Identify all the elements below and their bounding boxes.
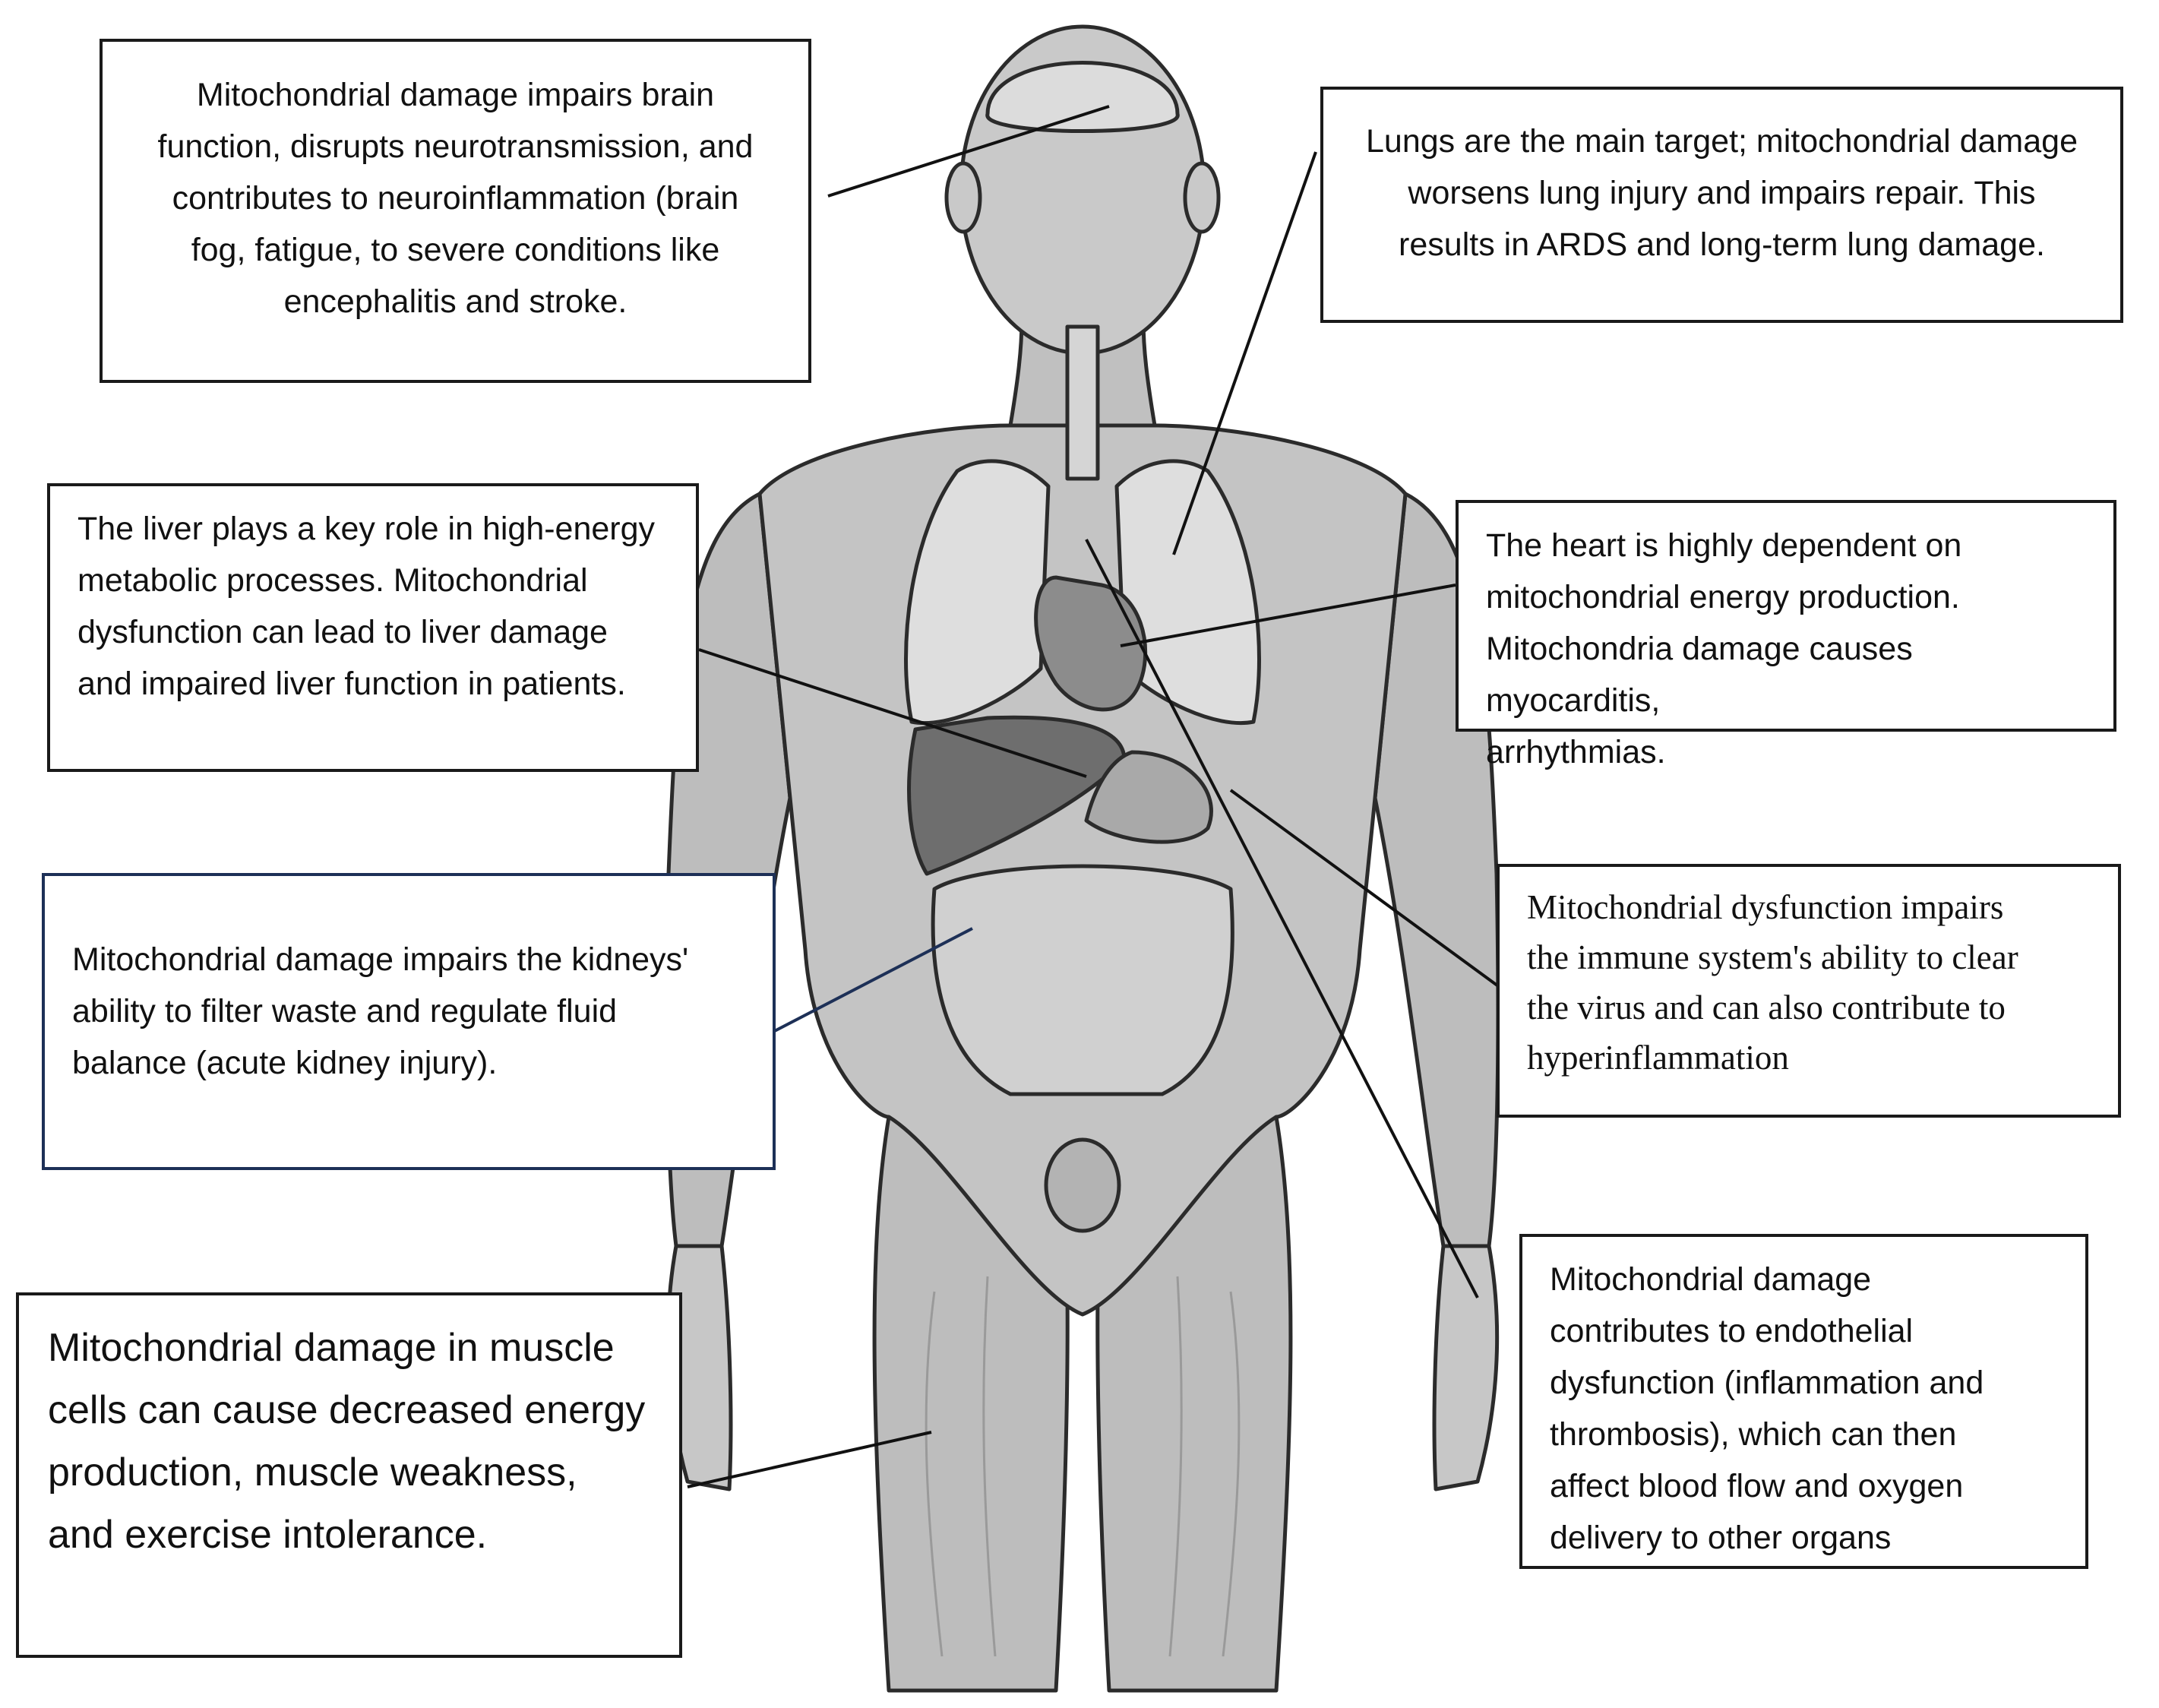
callout-line: dysfunction (inflammation and [1550,1365,1984,1401]
callout-heart [1456,500,2116,770]
callout-line: cells can cause decreased energy [48,1388,646,1432]
callout-line: affect blood flow and oxygen [1550,1468,1964,1504]
callout-muscle [16,1292,682,1658]
callout-line: worsens lung injury and impairs repair. This [1408,175,2036,211]
callout-line: The heart is highly dependent on [1486,527,1962,564]
callout-kidney-text [72,934,688,1089]
callout-line: mitochondrial energy production. [1486,579,1960,615]
callout-line: Mitochondria damage causes myocarditis, [1486,631,1913,719]
callout-line: Mitochondrial dysfunction impairs [1527,888,2004,926]
callout-line: and exercise intolerance. [48,1513,488,1557]
callout-endothelial [1519,1234,2088,1569]
callout-line: The liver plays a key role in high-energy [77,511,656,547]
callout-line: Mitochondrial damage impairs brain [196,77,715,113]
callout-line: Lungs are the main target; mitochondrial damage [1366,123,2078,160]
callout-immune [1497,864,2121,1118]
callout-brain-text [158,69,754,327]
callout-line: metabolic processes. Mitochondrial [77,562,588,599]
callout-liver [47,483,699,772]
callout-line: Mitochondrial damage in muscle [48,1326,615,1370]
callout-line: encephalitis and stroke. [283,283,627,320]
bladder-icon [1046,1140,1119,1231]
callout-line: function, disrupts neurotransmission, and [157,128,754,165]
callout-line: fog, fatigue, to severe conditions like [191,232,720,268]
callout-lungs-text [1366,115,2078,270]
callout-line: Mitochondrial damage [1550,1261,1872,1298]
intestines-icon [933,866,1232,1094]
callout-line: ability to filter waste and regulate fluid [72,993,618,1030]
callout-liver-text [77,503,655,710]
callout-muscle-text [48,1317,645,1566]
callout-lungs [1320,87,2123,323]
callout-kidney [42,873,776,1170]
callout-immune-text [1527,882,2018,1083]
callout-heart-text [1486,520,2086,778]
callout-line: delivery to other organs [1550,1520,1892,1556]
callout-line: the virus and can also contribute to [1527,988,2006,1026]
callout-line: results in ARDS and long-term lung damage. [1399,226,2045,263]
callout-line: production, muscle weakness, [48,1450,577,1494]
callout-line: arrhythmias. [1486,734,1666,770]
callout-line: Mitochondrial damage impairs the kidneys' [72,941,689,978]
callout-line: contributes to neuroinflammation (brain [172,180,739,217]
callout-endothelial-text [1550,1254,1984,1564]
callout-line: and impaired liver function in patients. [77,666,626,702]
callout-line: thrombosis), which can then [1550,1416,1957,1453]
callout-line: the immune system's ability to clear [1527,938,2018,976]
callout-brain [100,39,811,383]
callout-line: contributes to endothelial [1550,1313,1914,1349]
callout-line: hyperinflammation [1527,1039,1789,1077]
callout-line: balance (acute kidney injury). [72,1045,498,1081]
callout-line: dysfunction can lead to liver damage [77,614,608,650]
